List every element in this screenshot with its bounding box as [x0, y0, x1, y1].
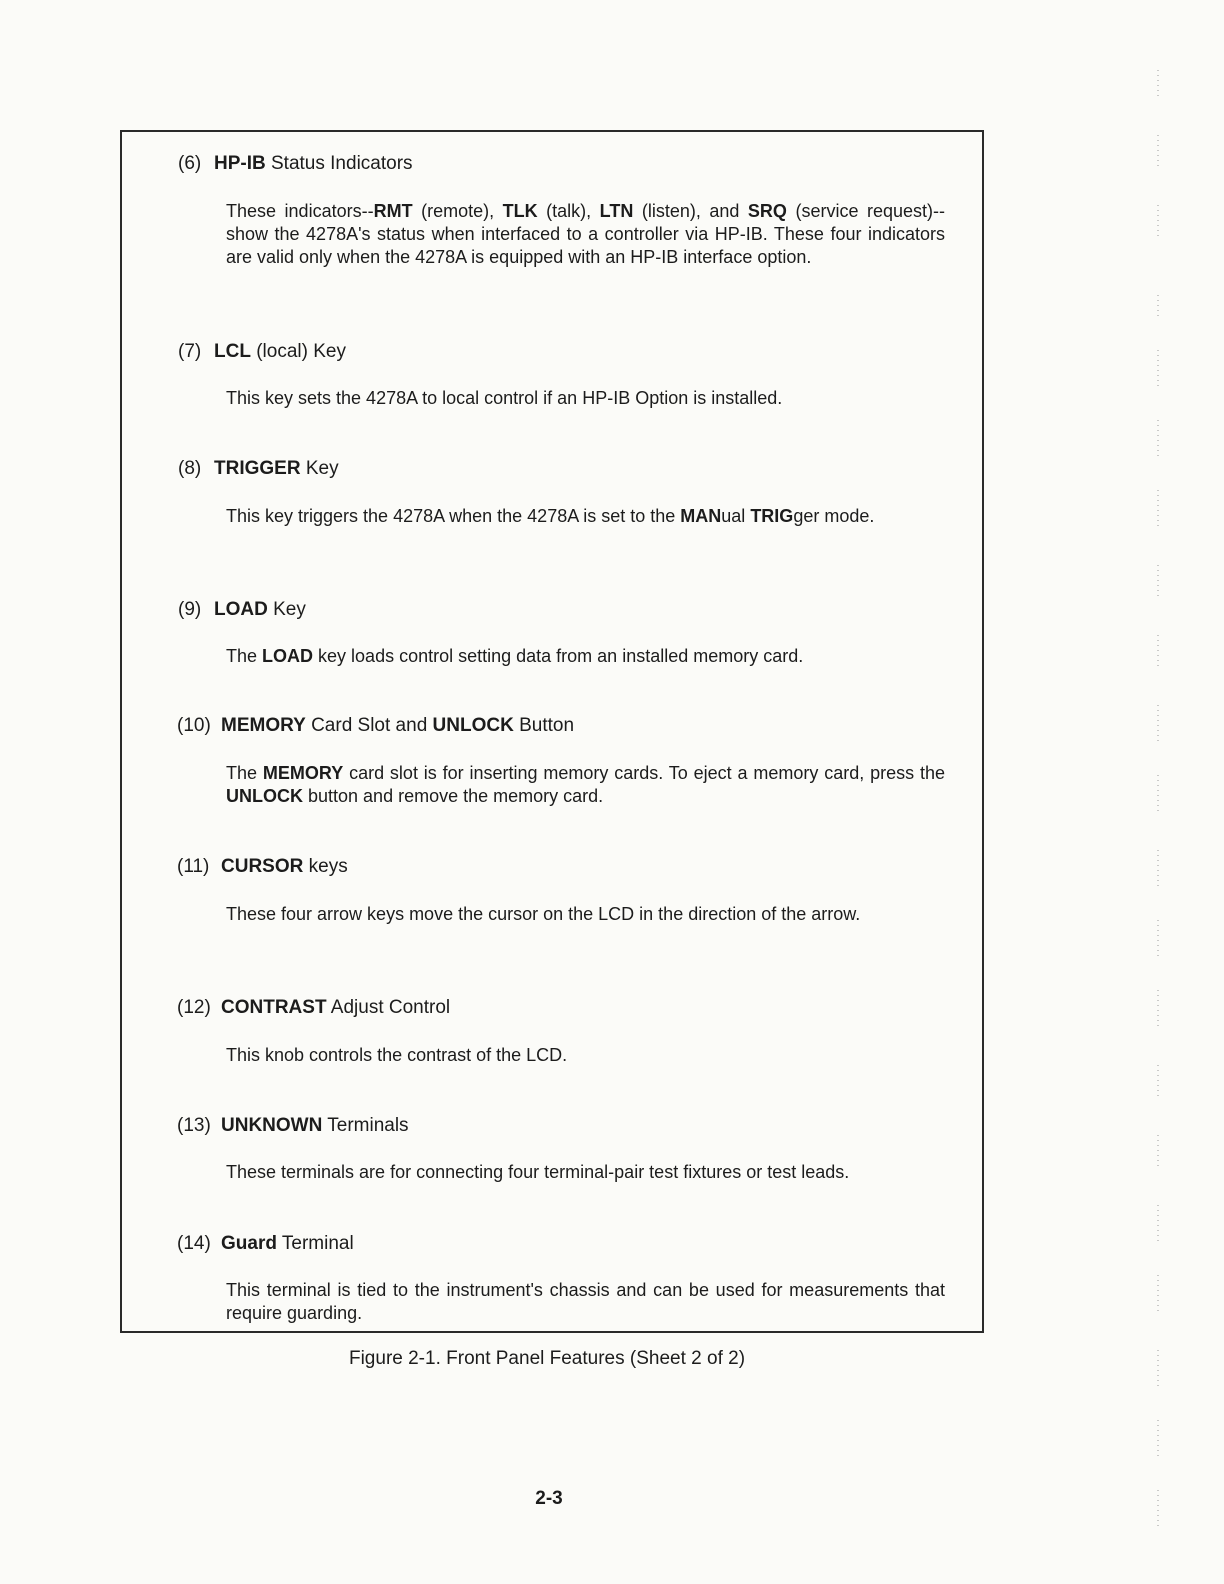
item-body: [226, 645, 945, 668]
item-heading: [177, 714, 574, 738]
item-title-rest: Key: [267, 599, 306, 620]
item-title-rest: Terminals: [322, 1115, 409, 1136]
body-bold-run: MAN: [680, 506, 722, 526]
item-title-rest: Adjust Control: [326, 997, 451, 1018]
item-number: (6): [178, 153, 202, 174]
item-title-rest: Status Indicators: [265, 153, 413, 174]
body-text-run: These four arrow keys move the cursor on the LCD in the direction of the arrow.: [226, 904, 861, 924]
body-text-run: card slot is for inserting memory cards. To eject a memory card, press the: [343, 763, 945, 783]
item-heading: [178, 457, 339, 481]
body-bold-run: LTN: [599, 201, 634, 221]
item-number: (12): [177, 997, 211, 1018]
figure-caption: Figure 2-1. Front Panel Features (Sheet 2 of 2): [348, 1348, 746, 1369]
item-title-bold: UNKNOWN: [221, 1115, 323, 1136]
item-number: (11): [177, 856, 210, 877]
body-text-run: The: [226, 763, 263, 783]
body-bold-run: SRQ: [747, 201, 787, 221]
page-number: 2-3: [535, 1488, 563, 1509]
item-title-bold-2: UNLOCK: [432, 715, 514, 736]
item-title-bold: LCL: [214, 341, 251, 362]
item-body: [226, 505, 945, 528]
body-bold-run: RMT: [373, 201, 413, 221]
feature-list-box: [120, 130, 984, 1333]
body-text-run: The: [226, 646, 263, 666]
item-title-bold: CURSOR: [221, 856, 304, 877]
body-text-run: ual: [721, 506, 751, 526]
item-title-rest: Key: [300, 458, 339, 479]
body-bold-run: TRIG: [750, 506, 794, 526]
body-text-run: (listen), and: [633, 201, 748, 221]
body-text-run: These terminals are for connecting four terminal-pair test fixtures or test leads.: [226, 1162, 850, 1182]
item-title-bold: TRIGGER: [214, 458, 301, 479]
body-bold-run: TLK: [502, 201, 538, 221]
item-heading: [178, 340, 346, 364]
item-number: (7): [178, 341, 202, 362]
body-text-run: key loads control setting data from an installed memory card.: [313, 646, 804, 666]
item-body: [226, 387, 945, 410]
item-number: (14): [177, 1233, 211, 1254]
item-title-rest: Terminal: [276, 1233, 354, 1254]
body-text-run: This terminal is tied to the instrument's chassis and can be used for measurements that require guarding.: [226, 1280, 945, 1323]
item-body: [226, 903, 945, 926]
body-text-run: button and remove the memory card.: [303, 786, 604, 806]
body-text-run: (talk),: [537, 201, 600, 221]
item-title-bold: MEMORY: [221, 715, 306, 736]
body-bold-run: LOAD: [262, 646, 314, 666]
item-title-rest: (local) Key: [250, 341, 346, 362]
body-text-run: This key sets the 4278A to local control if an HP-IB Option is installed.: [226, 388, 783, 408]
item-title-bold: Guard: [221, 1233, 277, 1254]
item-title-rest: Card Slot and: [305, 715, 433, 736]
item-number: (8): [178, 458, 202, 479]
body-bold-run: MEMORY: [262, 763, 344, 783]
item-title-rest-2: Button: [513, 715, 575, 736]
body-text-run: (remote),: [412, 201, 503, 221]
item-title-bold: CONTRAST: [221, 997, 327, 1018]
item-body: [226, 762, 945, 808]
body-text-run: This knob controls the contrast of the LCD.: [226, 1045, 568, 1065]
item-heading: [178, 598, 306, 622]
item-title-bold: LOAD: [214, 599, 268, 620]
item-title-rest: keys: [303, 856, 348, 877]
body-text-run: These indicators--: [226, 201, 374, 221]
item-body: [226, 1279, 945, 1325]
item-heading: [177, 855, 348, 879]
item-number: (10): [177, 715, 211, 736]
item-heading: [178, 152, 413, 176]
item-body: [226, 1161, 945, 1184]
item-heading: [177, 996, 450, 1020]
item-heading: [177, 1232, 354, 1256]
item-number: (9): [178, 599, 202, 620]
body-text-run: ger mode.: [793, 506, 875, 526]
item-heading: [177, 1114, 409, 1138]
item-number: (13): [177, 1115, 211, 1136]
scan-margin-marks: [1138, 60, 1178, 1540]
item-title-bold: HP-IB: [214, 153, 266, 174]
item-body: [226, 1044, 945, 1067]
body-text-run: This key triggers the 4278A when the 4278A is set to the: [226, 506, 681, 526]
body-text-run: (service request)--show the 4278A's status when interfaced to a controller via HP-IB. These four indicators are valid only when the 4278A is equipped with an HP-IB interface option.: [226, 201, 945, 267]
body-bold-run: UNLOCK: [226, 786, 303, 806]
item-body: [226, 200, 945, 269]
